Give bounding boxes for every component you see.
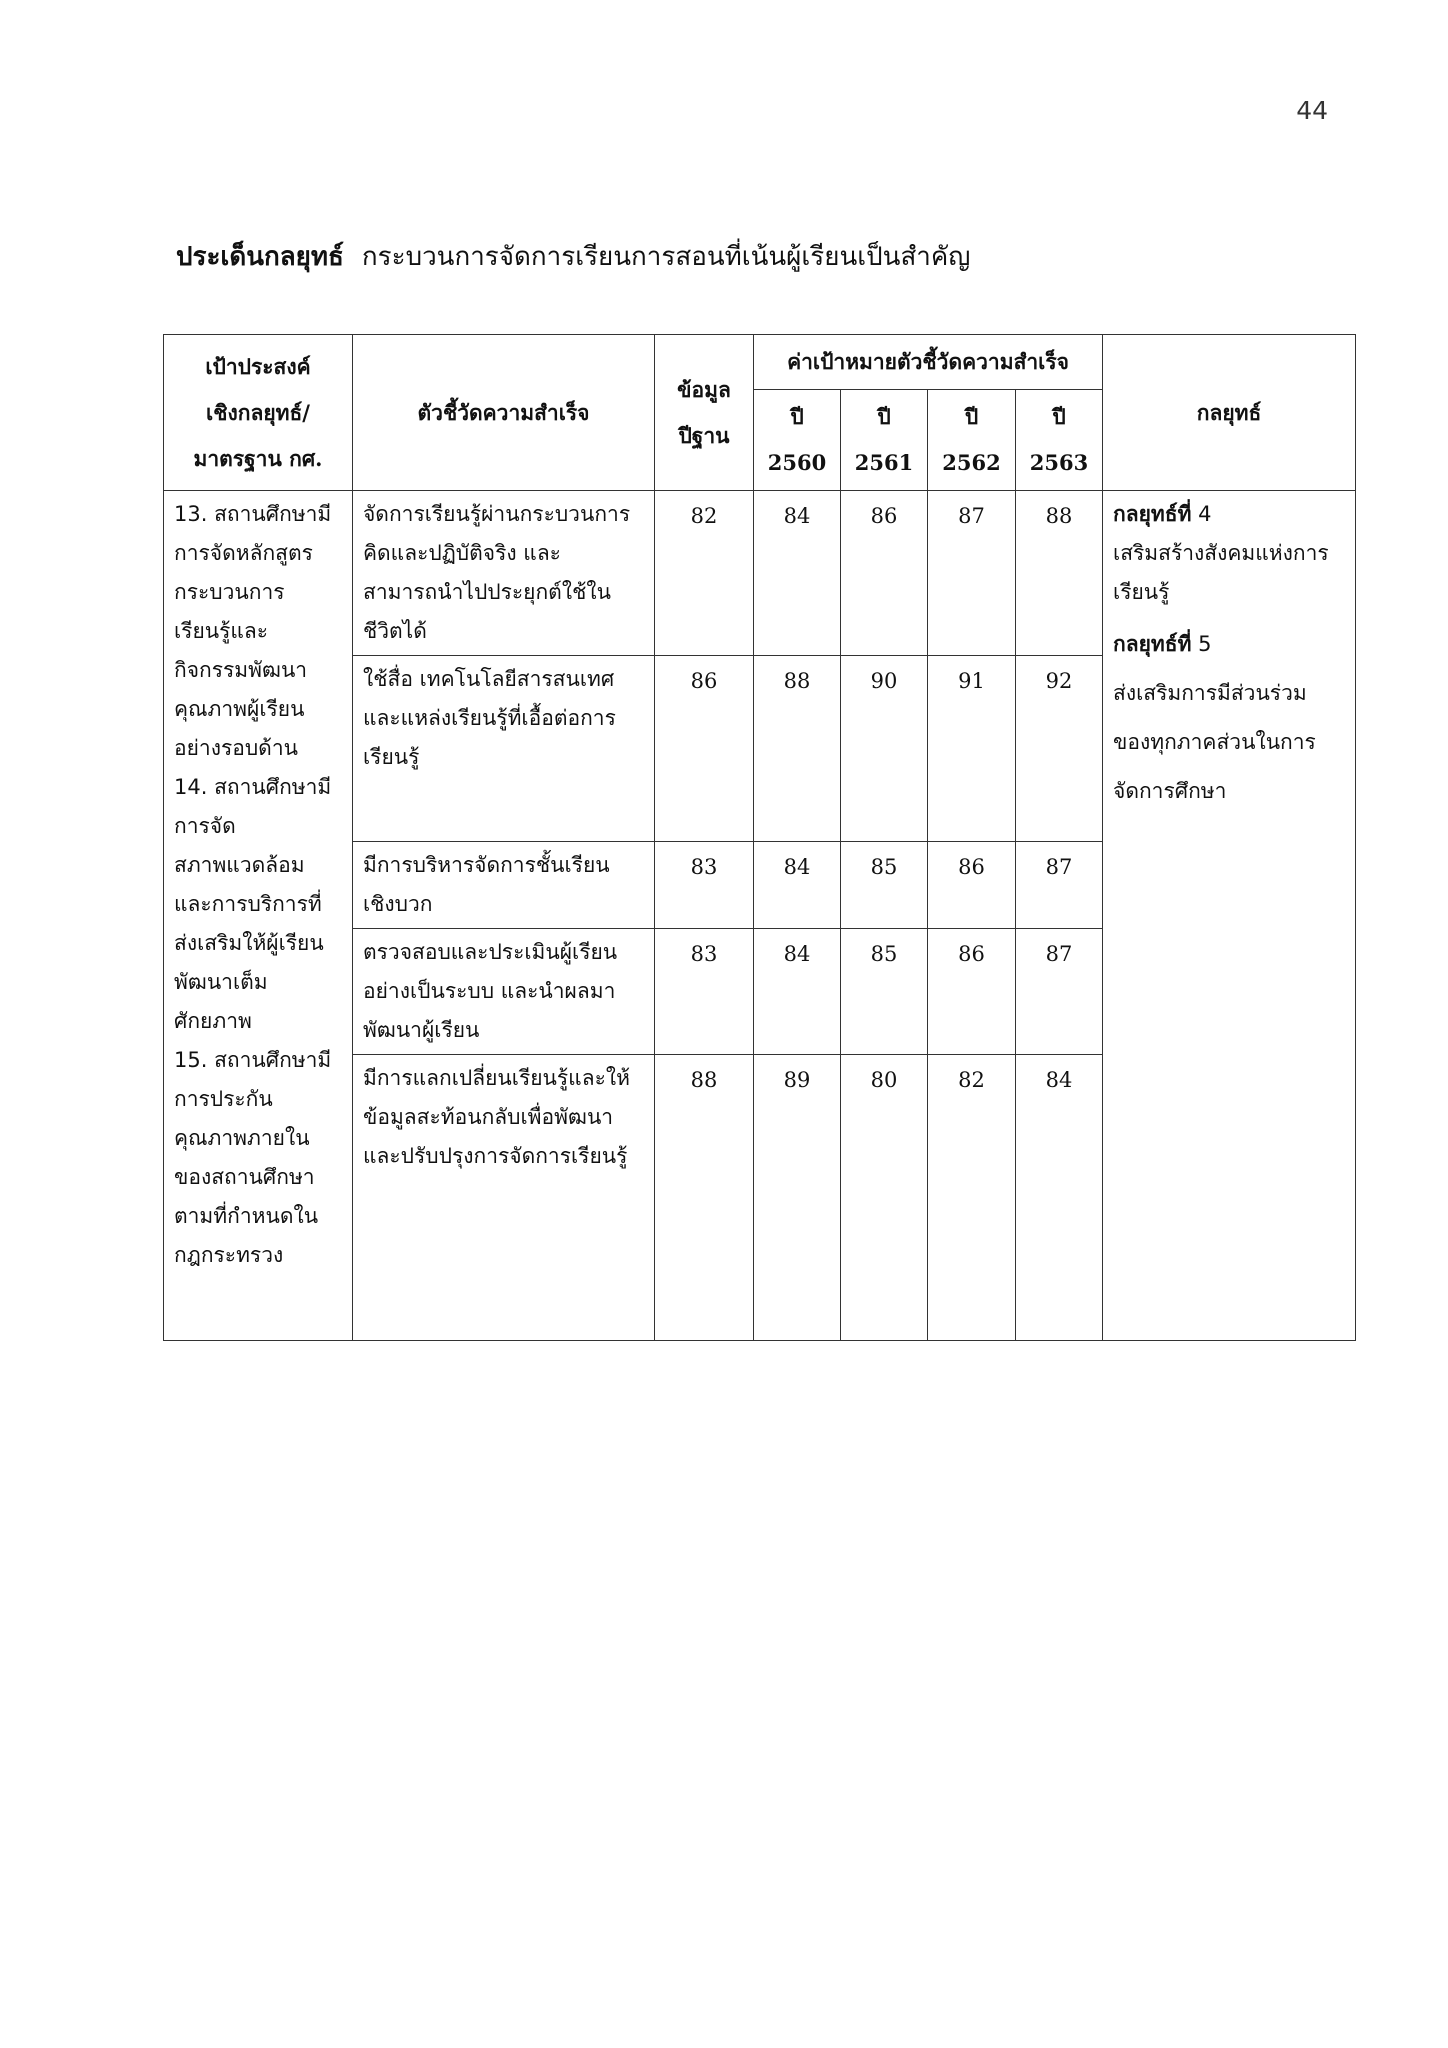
goal-line: กฎกระทรวง [174, 1243, 284, 1267]
header-year-label: ปี [877, 404, 891, 429]
goal-line: คุณภาพผู้เรียน [174, 697, 305, 721]
header-year-2562 [928, 390, 1016, 491]
indicator-cell [353, 656, 655, 842]
strategy-title-text: กลยุทธ์ที่ [1113, 502, 1192, 526]
indicator-line: มีการแลกเปลี่ยนเรียนรู้และให้ [363, 1066, 630, 1090]
target-2561-value: 90 [841, 656, 928, 842]
strategy-table [163, 334, 1356, 1341]
target-2560-value: 89 [754, 1055, 841, 1341]
header-goal-line: เชิงกลยุทธ์/ [206, 399, 310, 425]
indicator-line: ข้อมูลสะท้อนกลับเพื่อพัฒนา [363, 1105, 614, 1129]
indicator-cell [353, 842, 655, 929]
target-2560-value: 88 [754, 656, 841, 842]
indicator-line: มีการบริหารจัดการชั้นเรียน [363, 853, 610, 877]
header-goal-line: เป้าประสงค์ [205, 353, 311, 379]
heading-label: ประเด็นกลยุทธ์ [176, 242, 344, 272]
strategy-number: 4 [1198, 502, 1212, 526]
indicator-cell [353, 491, 655, 656]
header-baseline-line: ข้อมูล [677, 376, 731, 402]
baseline-value: 88 [655, 1055, 754, 1341]
indicator-line: เรียนรู้ [363, 745, 420, 769]
goal-line: การจัด [174, 814, 236, 838]
strategy-line: เสริมสร้างสังคมแห่งการ [1113, 541, 1329, 565]
target-2560-value: 84 [754, 491, 841, 656]
goal-line: 15. สถานศึกษามี [174, 1048, 332, 1072]
goal-line: การประกัน [174, 1087, 273, 1111]
indicator-cell [353, 1055, 655, 1341]
goal-line: ตามที่กำหนดใน [174, 1204, 319, 1228]
goal-line: 14. สถานศึกษามี [174, 775, 332, 799]
goal-line: การจัดหลักสูตร [174, 541, 313, 565]
goal-line: กระบวนการ [174, 580, 285, 604]
target-2560-value: 84 [754, 929, 841, 1055]
target-2562-value: 86 [928, 842, 1016, 929]
header-target-group: ค่าเป้าหมายตัวชี้วัดความสำเร็จ [754, 335, 1103, 390]
goal-line: และการบริการที่ [174, 892, 322, 916]
baseline-value: 82 [655, 491, 754, 656]
indicator-line: จัดการเรียนรู้ผ่านกระบวนการ [363, 502, 631, 526]
target-2562-value: 82 [928, 1055, 1016, 1341]
header-strategy: กลยุทธ์ [1103, 335, 1356, 491]
goal-line: ศักยภาพ [174, 1009, 252, 1033]
header-indicator: ตัวชี้วัดความสำเร็จ [353, 335, 655, 491]
header-baseline-line: ปีฐาน [678, 422, 730, 448]
target-2561-value: 86 [841, 491, 928, 656]
strategy-title [1113, 495, 1345, 534]
header-goal-line: มาตรฐาน กศ. [193, 445, 323, 471]
baseline-value: 83 [655, 842, 754, 929]
header-year-2561 [841, 390, 928, 491]
header-year-value: 2560 [767, 450, 827, 475]
target-2563-value: 84 [1016, 1055, 1103, 1341]
strategy-block [1113, 495, 1345, 612]
header-row-1 [164, 335, 1356, 390]
target-2563-value: 92 [1016, 656, 1103, 842]
goal-line: อย่างรอบด้าน [174, 736, 298, 760]
goal-line: ส่งเสริมให้ผู้เรียน [174, 931, 324, 955]
target-2563-value: 88 [1016, 491, 1103, 656]
header-year-label: ปี [1052, 404, 1066, 429]
indicator-line: คิดและปฏิบัติจริง และ [363, 541, 561, 565]
indicator-line: อย่างเป็นระบบ และนำผลมา [363, 979, 616, 1003]
target-2561-value: 80 [841, 1055, 928, 1341]
indicator-line: ใช้สื่อ เทคโนโลยีสารสนเทศ [363, 667, 615, 691]
indicator-line: ตรวจสอบและประเมินผู้เรียน [363, 940, 618, 964]
target-2563-value: 87 [1016, 842, 1103, 929]
strategy-line: ส่งเสริมการมีส่วนร่วม [1113, 681, 1307, 705]
strategy-line: จัดการศึกษา [1113, 779, 1227, 803]
goal-line: ของสถานศึกษา [174, 1165, 315, 1189]
target-2562-value: 87 [928, 491, 1016, 656]
indicator-line: และปรับปรุงการจัดการเรียนรู้ [363, 1144, 628, 1168]
strategy-title-text: กลยุทธ์ที่ [1113, 632, 1192, 656]
header-year-value: 2562 [942, 450, 1001, 475]
goal-line: เรียนรู้และ [174, 619, 269, 643]
strategy-block [1113, 620, 1345, 816]
strategy-line: เรียนรู้ [1113, 580, 1170, 604]
goal-line: 13. สถานศึกษามี [174, 502, 332, 526]
target-2560-value: 84 [754, 842, 841, 929]
strategy-line: ของทุกภาคส่วนในการ [1113, 730, 1316, 754]
indicator-line: และแหล่งเรียนรู้ที่เอื้อต่อการ [363, 706, 616, 730]
heading-text: กระบวนการจัดการเรียนการสอนที่เน้นผู้เรียนเป็นสำคัญ [361, 242, 971, 272]
target-2562-value: 86 [928, 929, 1016, 1055]
goal-line: พัฒนาเต็ม [174, 970, 268, 994]
target-2563-value: 87 [1016, 929, 1103, 1055]
indicator-line: เชิงบวก [363, 892, 433, 916]
header-year-2563 [1016, 390, 1103, 491]
goal-line: กิจกรรมพัฒนา [174, 658, 308, 682]
indicator-cell [353, 929, 655, 1055]
header-year-2560 [754, 390, 841, 491]
header-goal [164, 335, 353, 491]
target-2561-value: 85 [841, 842, 928, 929]
goal-line: สภาพแวดล้อม [174, 853, 305, 877]
strategy-title [1113, 620, 1345, 669]
indicator-line: ชีวิตได้ [363, 619, 427, 643]
baseline-value: 86 [655, 656, 754, 842]
header-year-label: ปี [964, 404, 979, 429]
target-2561-value: 85 [841, 929, 928, 1055]
header-year-value: 2563 [1029, 450, 1089, 475]
header-baseline [655, 335, 754, 491]
goal-line: คุณภาพภายใน [174, 1126, 310, 1150]
strategy-number: 5 [1198, 632, 1212, 656]
baseline-value: 83 [655, 929, 754, 1055]
section-heading [176, 236, 970, 277]
indicator-line: สามารถนำไปประยุกต์ใช้ใน [363, 580, 611, 604]
table-row [164, 491, 1356, 656]
target-2562-value: 91 [928, 656, 1016, 842]
indicator-line: พัฒนาผู้เรียน [363, 1018, 480, 1042]
header-year-label: ปี [790, 404, 804, 429]
page-number: 44 [1296, 96, 1328, 125]
goal-cell [164, 491, 353, 1341]
header-year-value: 2561 [854, 450, 914, 475]
strategy-cell [1103, 491, 1356, 1341]
